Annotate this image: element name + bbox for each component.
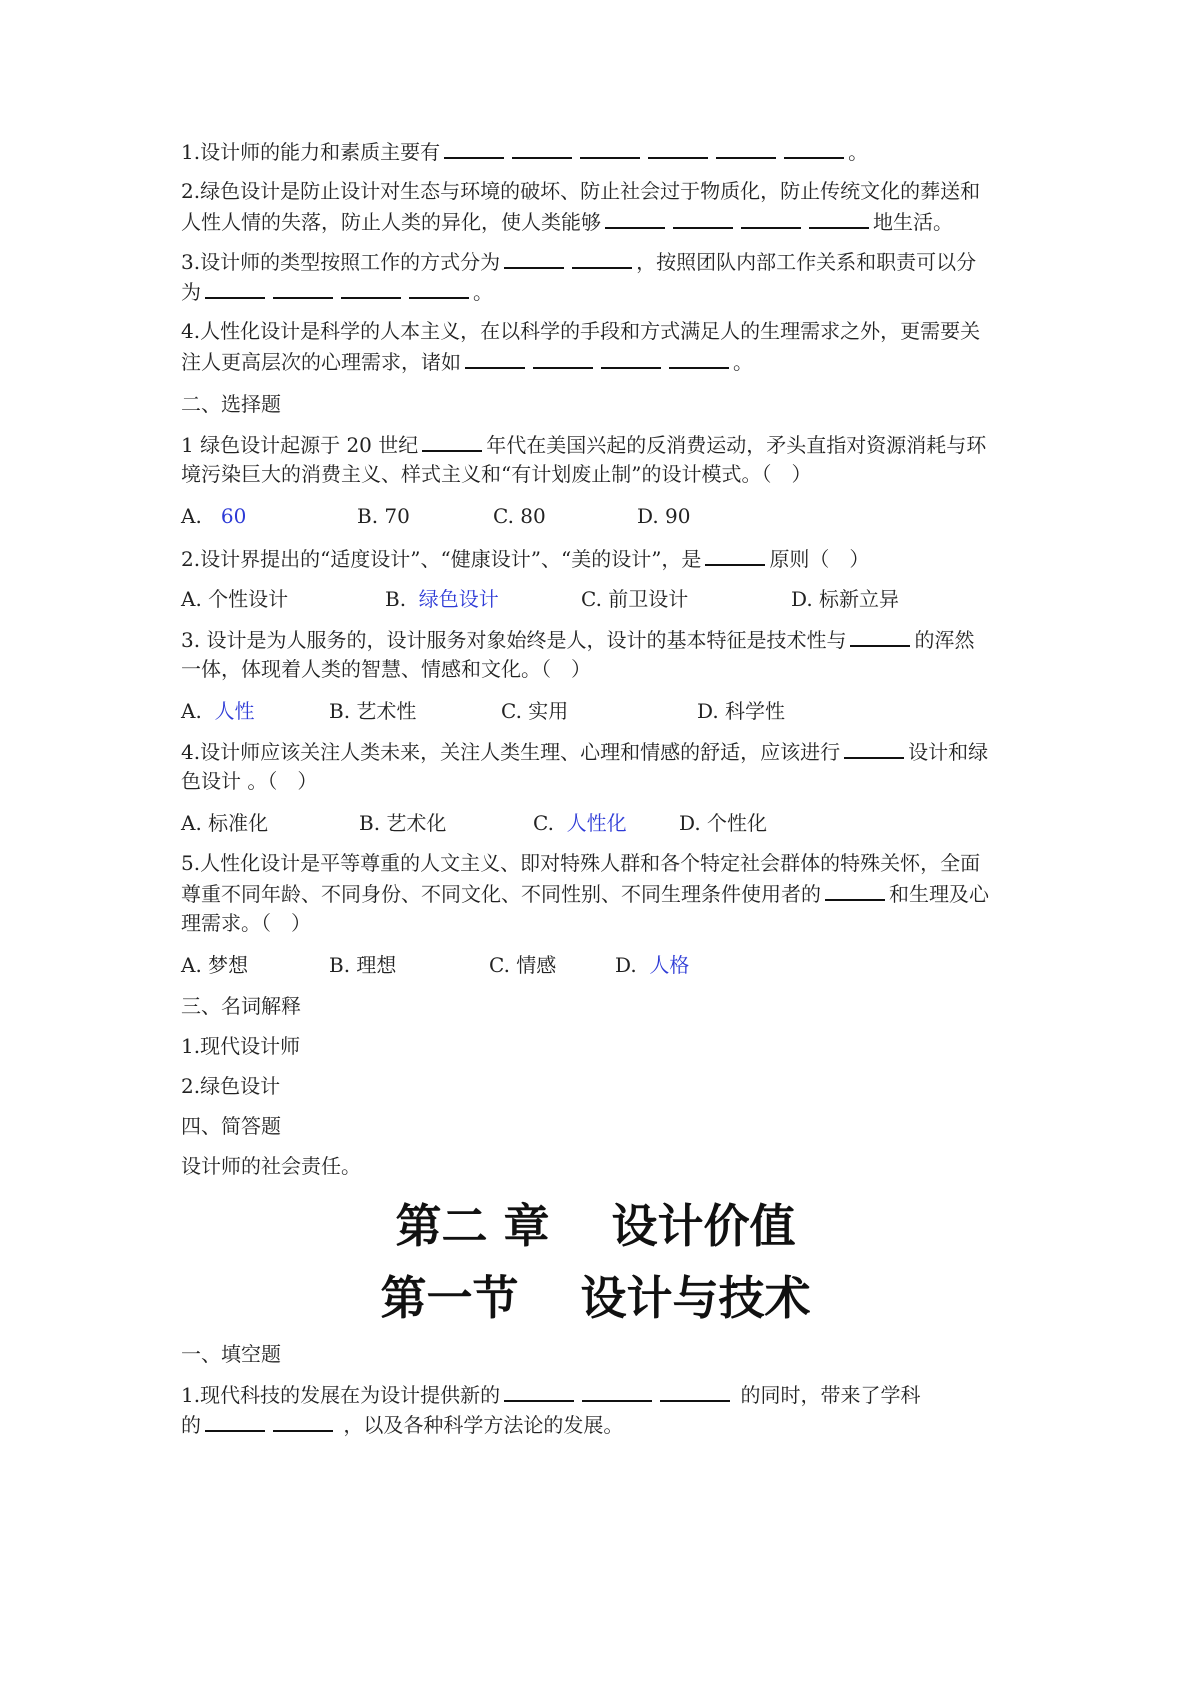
question-text: 的同时，带来了学科 <box>740 1383 921 1407</box>
option-a: A. 梦想 <box>181 953 249 977</box>
option-label: B. <box>385 587 407 611</box>
answer-blank <box>444 135 504 159</box>
option-b: B. 艺术化 <box>359 811 447 835</box>
answer-blank <box>825 877 885 901</box>
short-answer-question: 设计师的社会责任。 <box>181 1154 361 1178</box>
choice-question-5-line-1: 5.人性化设计是平等尊重的人文主义、即对特殊人群和各个特定社会群体的特殊关怀，全面 <box>181 851 981 875</box>
question-text: 的 <box>181 1413 201 1437</box>
answer-highlight: 人性 <box>214 699 255 723</box>
choice-question-5-line-3: 理需求。（ ） <box>181 911 311 935</box>
option-a: A. 个性设计 <box>181 587 289 611</box>
answer-blank <box>741 205 801 229</box>
answer-blank <box>660 1378 730 1402</box>
question-text: 为 <box>181 280 201 304</box>
option-label: C. <box>533 811 554 835</box>
answer-blank <box>205 275 265 299</box>
question-text: 。 <box>733 350 753 374</box>
choice-question-3-line-2: 一体，体现着人类的智慧、情感和文化。（ ） <box>181 657 591 681</box>
answer-blank <box>504 1378 574 1402</box>
answer-blank <box>512 135 572 159</box>
option-c: C. 情感 <box>489 953 557 977</box>
answer-blank <box>716 135 776 159</box>
option-d <box>615 949 689 981</box>
question-text: 3. 设计是为人服务的，设计服务对象始终是人，设计的基本特征是技术性与 <box>181 628 847 652</box>
question-text: 4.设计师应该关注人类未来，关注人类生理、心理和情感的舒适，应该进行 <box>181 740 841 764</box>
answer-blank <box>809 205 869 229</box>
answer-blank <box>580 135 640 159</box>
question-text: 年代在美国兴起的反消费运动，矛头直指对资源消耗与环 <box>486 433 987 457</box>
answer-highlight: 绿色设计 <box>418 587 499 611</box>
question-text: 人性人情的失落，防止人类的异化，使人类能够 <box>181 210 601 234</box>
fill-question-3-line-1 <box>181 245 1021 278</box>
answer-blank <box>205 1408 265 1432</box>
question-text: 。 <box>473 280 493 304</box>
question-text: 尊重不同年龄、不同身份、不同文化、不同性别、不同生理条件使用者的 <box>181 882 821 906</box>
question-text: ，以及各种科学方法论的发展。 <box>343 1413 624 1437</box>
fill-question-2-line-2 <box>181 205 1021 238</box>
answer-blank <box>533 345 593 369</box>
answer-blank <box>273 275 333 299</box>
option-b: B. 艺术性 <box>329 699 417 723</box>
option-label: A. <box>181 504 202 528</box>
answer-highlight: 人性化 <box>566 811 627 835</box>
answer-blank <box>605 205 665 229</box>
option-a <box>181 695 255 727</box>
question-text: 和生理及心 <box>889 882 989 906</box>
question-text: 3.设计师的类型按照工作的方式分为 <box>181 250 501 274</box>
option-label: A. <box>181 699 202 723</box>
choice-question-3-line-1 <box>181 623 1021 656</box>
answer-blank <box>705 542 765 566</box>
question-text: 设计和绿 <box>908 740 989 764</box>
section-heading-choice: 二、选择题 <box>181 392 281 416</box>
term-item-1: 1.现代设计师 <box>181 1034 301 1058</box>
term-item-2: 2.绿色设计 <box>181 1074 281 1098</box>
question-text: 的浑然 <box>914 628 975 652</box>
question-text: 1.设计师的能力和素质主要有 <box>181 140 441 164</box>
option-b: B. 理想 <box>329 953 397 977</box>
option-b: B. 70 <box>357 504 410 528</box>
answer-highlight: 人格 <box>649 953 690 977</box>
answer-blank <box>601 345 661 369</box>
fill-question-4-line-2 <box>181 345 1021 378</box>
question-text: 原则（ ） <box>769 547 870 571</box>
answer-blank <box>273 1408 333 1432</box>
option-c: C. 前卫设计 <box>581 587 689 611</box>
answer-blank <box>582 1378 652 1402</box>
answer-blank <box>341 275 401 299</box>
section-heading-fill-in: 一、填空题 <box>181 1342 281 1366</box>
answer-blank <box>465 345 525 369</box>
option-label: D. <box>615 953 637 977</box>
question-text: 注人更高层次的心理需求，诸如 <box>181 350 461 374</box>
question-text: 地生活。 <box>873 210 953 234</box>
option-d: D. 90 <box>637 504 691 528</box>
chapter-title: 第二 章 设计价值 <box>395 1199 796 1253</box>
fill2-question-1-line-2 <box>181 1408 1021 1441</box>
section-title: 第一节 设计与技术 <box>380 1271 811 1325</box>
answer-blank <box>648 135 708 159</box>
question-text: 1.现代科技的发展在为设计提供新的 <box>181 1383 501 1407</box>
answer-blank <box>504 245 564 269</box>
question-text: ，按照团队内部工作关系和职责可以分 <box>636 250 977 274</box>
fill-question-2-line-1: 2.绿色设计是防止设计对生态与环境的破坏、防止社会过于物质化，防止传统文化的葬送和 <box>181 179 981 203</box>
question-text: 2.设计界提出的“适度设计”、“健康设计”、“美的设计”，是 <box>181 547 702 571</box>
option-c: C. 实用 <box>501 699 569 723</box>
option-b <box>385 583 499 615</box>
fill2-question-1-line-1 <box>181 1378 1021 1411</box>
choice-question-4-line-1 <box>181 735 1021 768</box>
choice-question-1-line-1 <box>181 428 1021 461</box>
option-d: D. 标新立异 <box>791 587 900 611</box>
fill-question-3-line-2 <box>181 275 1021 308</box>
answer-blank <box>572 245 632 269</box>
option-a <box>181 500 246 532</box>
choice-question-5-line-2 <box>181 877 1021 910</box>
answer-blank <box>850 623 910 647</box>
answer-blank <box>409 275 469 299</box>
answer-blank <box>784 135 844 159</box>
answer-blank <box>422 428 482 452</box>
answer-blank <box>844 735 904 759</box>
answer-blank <box>669 345 729 369</box>
choice-question-4-line-2: 色设计 。（ ） <box>181 769 318 793</box>
fill-question-1 <box>181 135 1021 168</box>
section-heading-short-answer: 四、简答题 <box>181 1114 281 1138</box>
answer-highlight: 60 <box>220 504 247 528</box>
fill-question-4-line-1: 4.人性化设计是科学的人本主义，在以科学的手段和方式满足人的生理需求之外，更需要关 <box>181 319 981 343</box>
choice-question-1-line-2: 境污染巨大的消费主义、样式主义和“有计划废止制”的设计模式。（ ） <box>181 462 812 486</box>
question-text: 1 绿色设计起源于 20 世纪 <box>181 433 419 457</box>
section-heading-terms: 三、名词解释 <box>181 994 301 1018</box>
question-text: 。 <box>848 140 869 164</box>
option-d: D. 科学性 <box>697 699 786 723</box>
option-c: C. 80 <box>493 504 546 528</box>
choice-question-2 <box>181 542 1021 575</box>
option-d: D. 个性化 <box>679 811 768 835</box>
answer-blank <box>673 205 733 229</box>
option-c <box>533 807 627 839</box>
option-a: A. 标准化 <box>181 811 269 835</box>
